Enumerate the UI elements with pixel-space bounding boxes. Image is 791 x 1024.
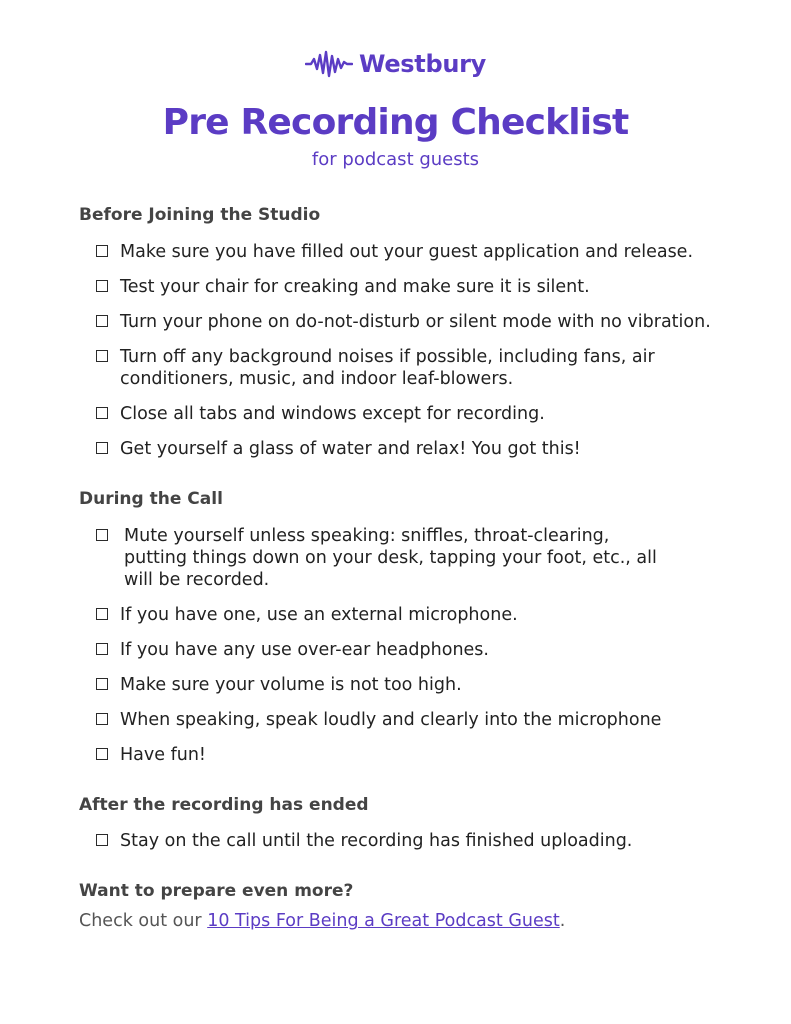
checklist-item-text: Stay on the call until the recording has finished uploading. [120,831,633,851]
checklist-item[interactable] [96,674,756,696]
checklist-item-text: Turn your phone on do-not-disturb or silent mode with no vibration. [120,312,711,332]
cta-text [79,911,565,931]
checkbox[interactable] [96,643,108,655]
checklist-item-text: Get yourself a glass of water and relax! You got this! [120,439,581,459]
checklist-item-text: Close all tabs and windows except for recording. [120,404,545,424]
soundwave-icon [305,50,353,78]
checklist-item[interactable] [96,604,756,626]
checkbox[interactable] [96,834,108,846]
checklist-item[interactable] [96,709,756,731]
cta-suffix: . [559,911,566,931]
checkbox[interactable] [96,713,108,725]
section-heading-during-call: During the Call [79,489,223,509]
checkbox[interactable] [96,280,108,292]
checklist-item-text: Make sure you have filled out your guest application and release. [120,242,694,262]
checklist-item-text: If you have any use over-ear headphones. [120,640,489,660]
checklist-item[interactable] [96,346,756,390]
checkbox[interactable] [96,442,108,454]
checkbox[interactable] [96,407,108,419]
checklist-item-text: If you have one, use an external microphone. [120,605,518,625]
checklist-item[interactable] [96,276,756,298]
checkbox[interactable] [96,315,108,327]
page-subtitle: for podcast guests [311,149,480,170]
checklist-item-text: When speaking, speak loudly and clearly into the microphone [120,710,662,730]
cta-heading: Want to prepare even more? [79,881,354,901]
checklist-item[interactable] [96,241,756,263]
checklist-before-joining [96,241,756,473]
checklist-item[interactable] [96,403,756,425]
checklist-after-recording [96,830,756,865]
page-title: Pre Recording Checklist [162,102,629,143]
checklist-during-call [96,525,756,779]
checklist-item-text: Make sure your volume is not too high. [120,675,462,695]
checklist-item[interactable] [96,830,756,852]
checkbox[interactable] [96,608,108,620]
section-heading-before-joining: Before Joining the Studio [79,205,321,225]
checklist-item-text: Turn off any background noises if possible, including fans, air conditioners, music, and indoor leaf-blowers. [120,347,655,389]
checkbox[interactable] [96,245,108,257]
checkbox[interactable] [96,678,108,690]
checkbox[interactable] [96,350,108,362]
checklist-item[interactable] [96,639,756,661]
checklist-item-text: Mute yourself unless speaking: sniffles, throat-clearing, putting things down on your desk, tapping your foot, etc., all will be recorded. [124,526,657,590]
brand-name: Westbury [359,50,486,78]
checklist-item[interactable] [96,311,756,333]
brand-logo [0,50,791,78]
checkbox[interactable] [96,748,108,760]
checklist-item[interactable] [96,744,756,766]
cta-prefix: Check out our [79,911,208,931]
checklist-item[interactable] [96,438,756,460]
checklist-item-text: Test your chair for creaking and make sure it is silent. [120,277,590,297]
checklist-item-text: Have fun! [120,745,206,765]
checklist-item[interactable] [96,525,756,591]
checkbox[interactable] [96,529,108,541]
section-heading-after-recording: After the recording has ended [79,795,369,815]
tips-link[interactable]: 10 Tips For Being a Great Podcast Guest [207,911,560,931]
